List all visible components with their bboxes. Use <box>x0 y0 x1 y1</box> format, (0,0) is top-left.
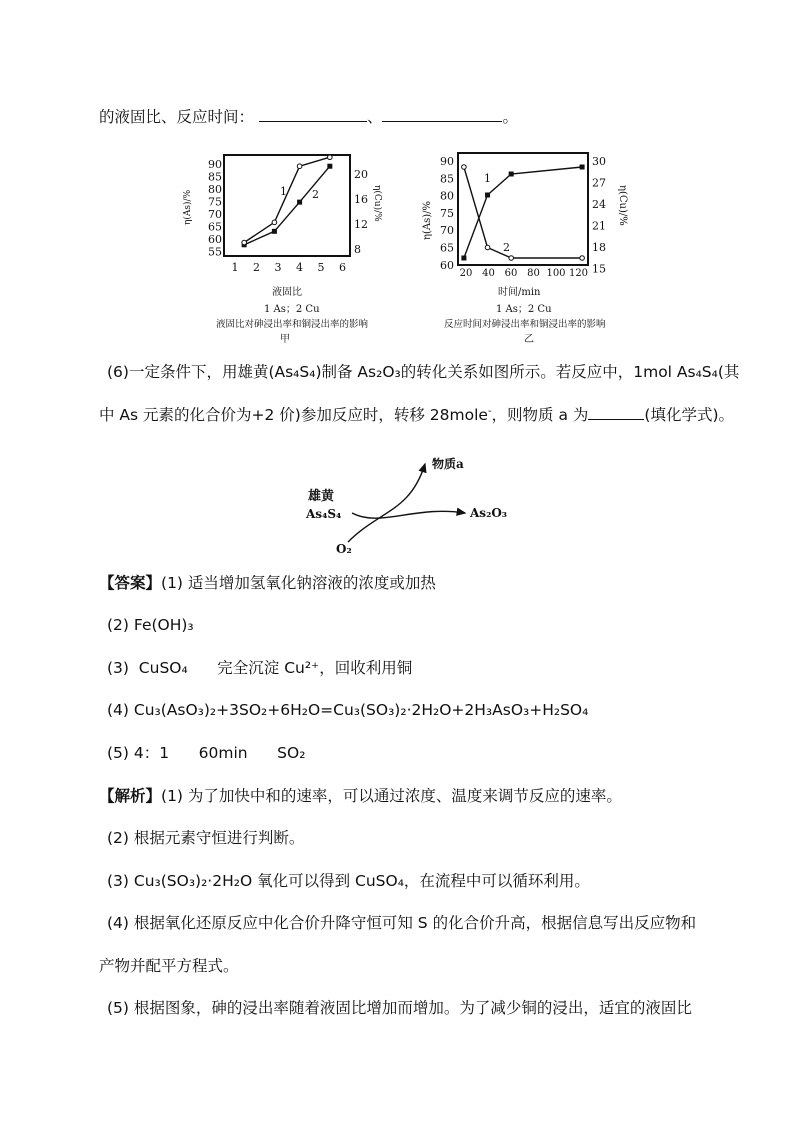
chart-yi-x-tick: 40 <box>482 268 495 279</box>
chart-jia-x-tick: 1 <box>231 261 239 274</box>
chart-jia-yl-tick: 75 <box>208 195 222 209</box>
chart-yi-yl-ticks <box>440 155 454 272</box>
chart-yi-xlabel: 时间/min <box>498 287 541 298</box>
end-mark: 。 <box>502 108 518 126</box>
chart-yi-point-Cu <box>509 256 514 261</box>
chart-yi-x-tick: 80 <box>527 268 540 279</box>
curve-o2-to-product-a <box>348 464 425 542</box>
answer-blank-2[interactable] <box>382 107 502 122</box>
chart-yi-point-As <box>485 193 490 198</box>
chart-yi-point-As <box>580 165 585 170</box>
q6-line2b: ，则物质 a 为 <box>491 406 589 424</box>
chart-jia-x-tick: 4 <box>296 261 303 274</box>
chart-jia-point-As <box>297 200 302 205</box>
chart-jia <box>180 145 380 350</box>
q6-line2sup: - <box>487 405 492 417</box>
answer-2: (2) Fe(OH)₃ <box>107 616 194 634</box>
chart-jia-yr-label: η(Cu)/% <box>372 185 382 222</box>
analysis-heading-line <box>99 785 622 807</box>
analysis-head: 【解析】 <box>99 787 162 805</box>
chart-yi-yr-tick: 24 <box>592 198 606 211</box>
chart-jia-point-Cu <box>297 164 302 169</box>
top-line-text: 的液固比、反应时间： <box>99 108 255 126</box>
chart-yi-title: 反应时间对砷浸出率和铜浸出率的影响 <box>444 319 606 330</box>
chart-yi-series <box>461 165 584 261</box>
chart-yi-series-label-1: 1 <box>484 172 491 185</box>
chart-yi-yl-tick: 75 <box>440 206 454 220</box>
answer-3: (3) CuSO₄ 完全沉淀 Cu²⁺，回收利用铜 <box>107 659 413 677</box>
chart-yi-point-As <box>509 172 514 177</box>
chart-jia-yl-tick: 70 <box>208 208 222 221</box>
chart-yi-yl-label: η(As)/% <box>422 200 433 240</box>
analysis-3: (3) Cu₃(SO₃)₂·2H₂O 氧化可以得到 CuSO₄，在流程中可以循环利用。 <box>107 872 590 890</box>
chart-yi-yr-tick: 18 <box>592 241 606 254</box>
analysis-4: (4) 根据氧化还原反应中化合价升降守恒可知 S 的化合价升高，根据信息写出反应物和 <box>107 914 697 932</box>
chart-jia-series-label-2: 2 <box>312 188 319 201</box>
chart-yi-yr-tick: 21 <box>592 219 606 233</box>
chart-jia-x-tick: 2 <box>253 261 260 274</box>
chart-yi-point-As <box>461 256 466 261</box>
answer-1: (1) 适当增加氢氧化钠溶液的浓度或加热 <box>161 574 436 592</box>
chart-yi-yl-tick: 60 <box>440 258 454 272</box>
chart-jia-x-tick: 6 <box>339 261 346 274</box>
top-line <box>99 106 518 128</box>
chart-jia-yr-tick: 12 <box>354 218 368 231</box>
chart-yi-x-tick: 20 <box>459 268 473 279</box>
chart-yi-yr-tick: 30 <box>592 155 606 168</box>
chart-yi-yr-tick: 27 <box>592 176 606 190</box>
chart-jia-yl-tick: 55 <box>208 245 222 259</box>
analysis-4b: 产物并配平方程式。 <box>99 957 239 975</box>
reaction-scheme <box>300 450 520 560</box>
chart-yi-x-tick: 60 <box>504 268 518 279</box>
chart-jia-yr-tick: 16 <box>354 193 368 206</box>
chart-yi-caption: 乙 <box>524 334 534 345</box>
chart-jia-point-Cu <box>328 155 333 160</box>
chart-yi-series-label-2: 2 <box>503 241 510 254</box>
analysis-5: (5) 根据图象，砷的浸出率随着液固比增加而增加。为了减少铜的浸出，适宜的液固比 <box>107 999 692 1017</box>
chart-yi-x-ticks <box>460 268 588 279</box>
chart-yi-frame <box>458 153 588 265</box>
chart-jia-point-Cu <box>272 220 277 225</box>
chart-yi-x-tick: 120 <box>568 268 589 279</box>
answer-heading-line <box>99 572 436 594</box>
q6-line2c: (填化学式)。 <box>644 406 735 424</box>
chart-yi-legend: 1 As；2 Cu <box>496 304 552 315</box>
chart-jia-yl-tick: 80 <box>208 183 222 196</box>
q6-line1: (6)一定条件下，用雄黄(As₄S₄)制备 As₂O₃的转化关系如图所示。若反应中，1mol As₄S₄(其 <box>107 363 740 381</box>
chart-yi-yl-tick: 90 <box>440 155 454 168</box>
chart-yi-point-Cu <box>462 165 467 170</box>
chart-jia-point-As <box>327 164 332 169</box>
answer-4: (4) Cu₃(AsO₃)₂+3SO₂+6H₂O=Cu₃(SO₃)₂·2H₂O+2H₃AsO₃+H₂SO₄ <box>107 701 589 719</box>
chart-jia-legend: 1 As；2 Cu <box>264 304 320 315</box>
chart-jia-point-Cu <box>242 240 247 245</box>
chart-jia-line-As <box>244 166 330 245</box>
chart-yi-point-Cu <box>485 245 490 250</box>
chart-jia-yl-tick: 85 <box>208 170 222 184</box>
chart-jia-x-tick: 3 <box>274 261 282 274</box>
chart-yi-yl-tick: 80 <box>440 189 454 203</box>
chart-yi-yl-tick: 70 <box>440 224 454 238</box>
analysis-2: (2) 根据元素守恒进行判断。 <box>107 829 305 847</box>
chart-yi-yr-tick: 15 <box>592 262 606 276</box>
chart-yi-yr-label: η(Cu)/% <box>617 185 628 226</box>
chart-jia-yr-ticks <box>354 168 368 256</box>
scheme-reactant-name: 雄黄 <box>308 489 335 504</box>
chart-jia-yl-ticks <box>208 158 222 259</box>
chart-yi <box>420 145 650 350</box>
chart-yi-point-Cu <box>580 256 585 261</box>
sep: 、 <box>366 108 383 126</box>
chart-jia-yl-label: η(As)/% <box>183 189 193 225</box>
chart-jia-xlabel: 液固比 <box>272 287 302 298</box>
chart-jia-caption: 甲 <box>280 334 290 345</box>
chart-jia-series <box>242 155 333 247</box>
chart-yi-yl-tick: 65 <box>440 241 454 255</box>
curve-as4s4-to-as2o3 <box>352 511 465 518</box>
chart-jia-yl-tick: 90 <box>208 158 222 171</box>
q6-line2a: 中 As 元素的化合价为+2 价)参加反应时，转移 28mole <box>99 406 488 424</box>
chart-jia-yr-tick: 8 <box>354 243 361 256</box>
scheme-oxidant: O₂ <box>336 542 352 556</box>
answer-head: 【答案】 <box>99 574 162 592</box>
answer-blank-3[interactable] <box>588 405 644 420</box>
chart-jia-point-As <box>272 229 277 234</box>
chart-yi-x-tick: 100 <box>546 268 566 279</box>
q6-line2 <box>99 404 734 426</box>
scheme-reactant-formula: As₄S₄ <box>306 507 342 521</box>
chart-yi-yr-ticks <box>592 155 606 276</box>
chart-jia-title: 液固比对砷浸出率和铜浸出率的影响 <box>216 319 369 330</box>
chart-jia-series-label-1: 1 <box>280 185 287 198</box>
chart-yi-line-As <box>464 167 582 258</box>
scheme-product-a: 物质a <box>432 457 464 471</box>
chart-jia-yl-tick: 60 <box>208 233 222 246</box>
analysis-1: (1) 为了加快中和的速率，可以通过浓度、温度来调节反应的速率。 <box>161 787 622 805</box>
chart-jia-x-ticks <box>232 261 347 274</box>
chart-jia-yl-tick: 65 <box>208 220 222 234</box>
scheme-product: As₂O₃ <box>470 506 508 520</box>
chart-jia-x-tick: 5 <box>317 261 325 274</box>
chart-yi-yl-tick: 85 <box>440 172 454 186</box>
chart-jia-yr-tick: 20 <box>354 168 368 181</box>
answer-5: (5) 4：1 60min SO₂ <box>107 744 306 762</box>
answer-blank-1[interactable] <box>259 107 367 122</box>
